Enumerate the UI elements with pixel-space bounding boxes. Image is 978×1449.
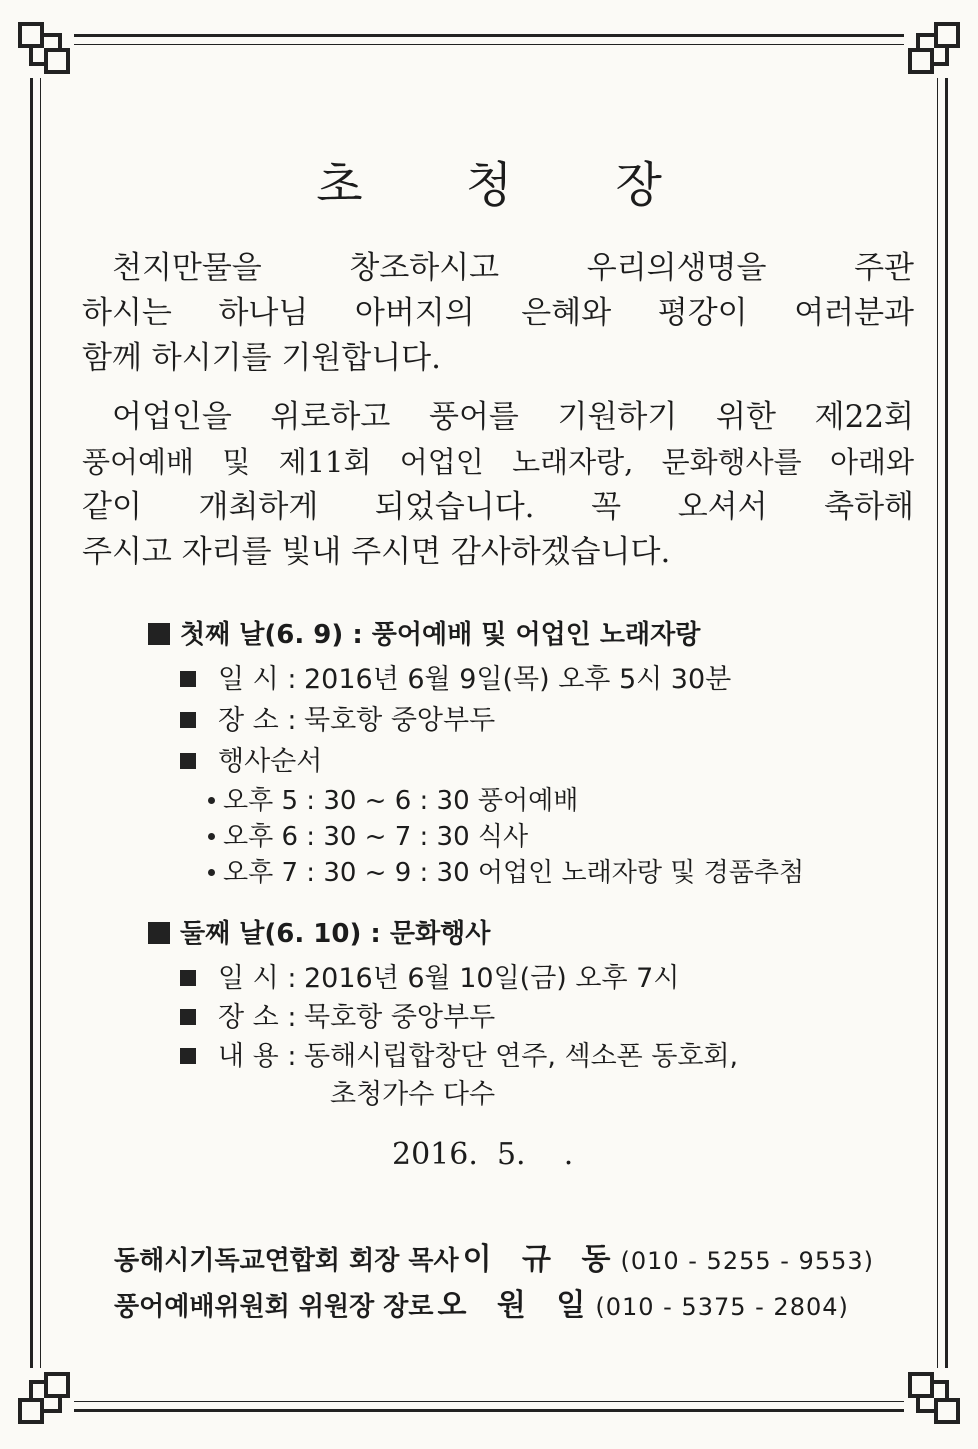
intro-line: 풍어예배 및 제11회 어업인 노래자랑, 문화행사를 아래와 — [82, 445, 914, 479]
bullet-square-icon — [180, 1048, 196, 1064]
day2-content: 내 용 : 동해시립합창단 연주, 섹소폰 동호회, — [180, 1034, 738, 1073]
program-item: 오후 5 : 30 ~ 6 : 30 풍어예배 — [208, 780, 578, 817]
intro-line: 어업인을 위로하고 풍어를 기원하기 위한 제22회 — [112, 399, 914, 435]
intro-paragraph — [82, 395, 914, 575]
bullet-dot-icon — [208, 833, 215, 840]
corner-ornament-icon — [14, 18, 74, 78]
day1-heading: 첫째 날(6. 9) : 풍어예배 및 어업인 노래자랑 — [148, 614, 700, 651]
bullet-square-icon — [180, 753, 196, 769]
day2-heading: 둘째 날(6. 10) : 문화행사 — [148, 913, 490, 950]
intro-line: 천지만물을 창조하시고 우리의생명을 주관 — [112, 250, 914, 286]
bullet-square-icon — [148, 623, 170, 645]
issue-date: 2016. 5. . — [392, 1137, 574, 1172]
bullet-dot-icon — [208, 869, 215, 876]
day2-datetime: 일 시 : 2016년 6월 10일(금) 오후 7시 — [180, 956, 679, 995]
page-title: 초 청 장 — [316, 157, 706, 213]
day2-place: 장 소 : 묵호항 중앙부두 — [180, 995, 495, 1034]
intro-line: 함께 하시기를 기원합니다. — [82, 340, 441, 376]
intro-line: 주시고 자리를 빛내 주시면 감사하겠습니다. — [82, 534, 671, 570]
corner-ornament-icon — [904, 18, 964, 78]
day2-content-continued: 초청가수 다수 — [330, 1079, 496, 1110]
bullet-square-icon — [148, 922, 170, 944]
bullet-square-icon — [180, 712, 196, 728]
bullet-square-icon — [180, 970, 196, 986]
bullet-square-icon — [180, 1009, 196, 1025]
signature-line: 동해시기독교연합회 회장 목사 이 규 동(010 - 5255 - 9553) — [114, 1242, 874, 1277]
program-item: 오후 7 : 30 ~ 9 : 30 어업인 노래자랑 및 경품추첨 — [208, 852, 804, 889]
day1-datetime: 일 시 : 2016년 6월 9일(목) 오후 5시 30분 — [180, 657, 731, 696]
program-item: 오후 6 : 30 ~ 7 : 30 식사 — [208, 816, 528, 853]
bullet-dot-icon — [208, 797, 215, 804]
intro-paragraph — [82, 246, 914, 381]
intro-line: 같이 개최하게 되었습니다. 꼭 오셔서 축하해 — [82, 489, 914, 525]
corner-ornament-icon — [904, 1368, 964, 1428]
day1-program-label: 행사순서 — [180, 739, 322, 778]
corner-ornament-icon — [14, 1368, 74, 1428]
day1-place: 장 소 : 묵호항 중앙부두 — [180, 698, 495, 737]
bullet-square-icon — [180, 671, 196, 687]
signature-line: 풍어예배위원회 위원장 장로 오 원 일(010 - 5375 - 2804) — [114, 1288, 849, 1323]
intro-line: 하시는 하나님 아버지의 은혜와 평강이 여러분과 — [82, 295, 914, 331]
